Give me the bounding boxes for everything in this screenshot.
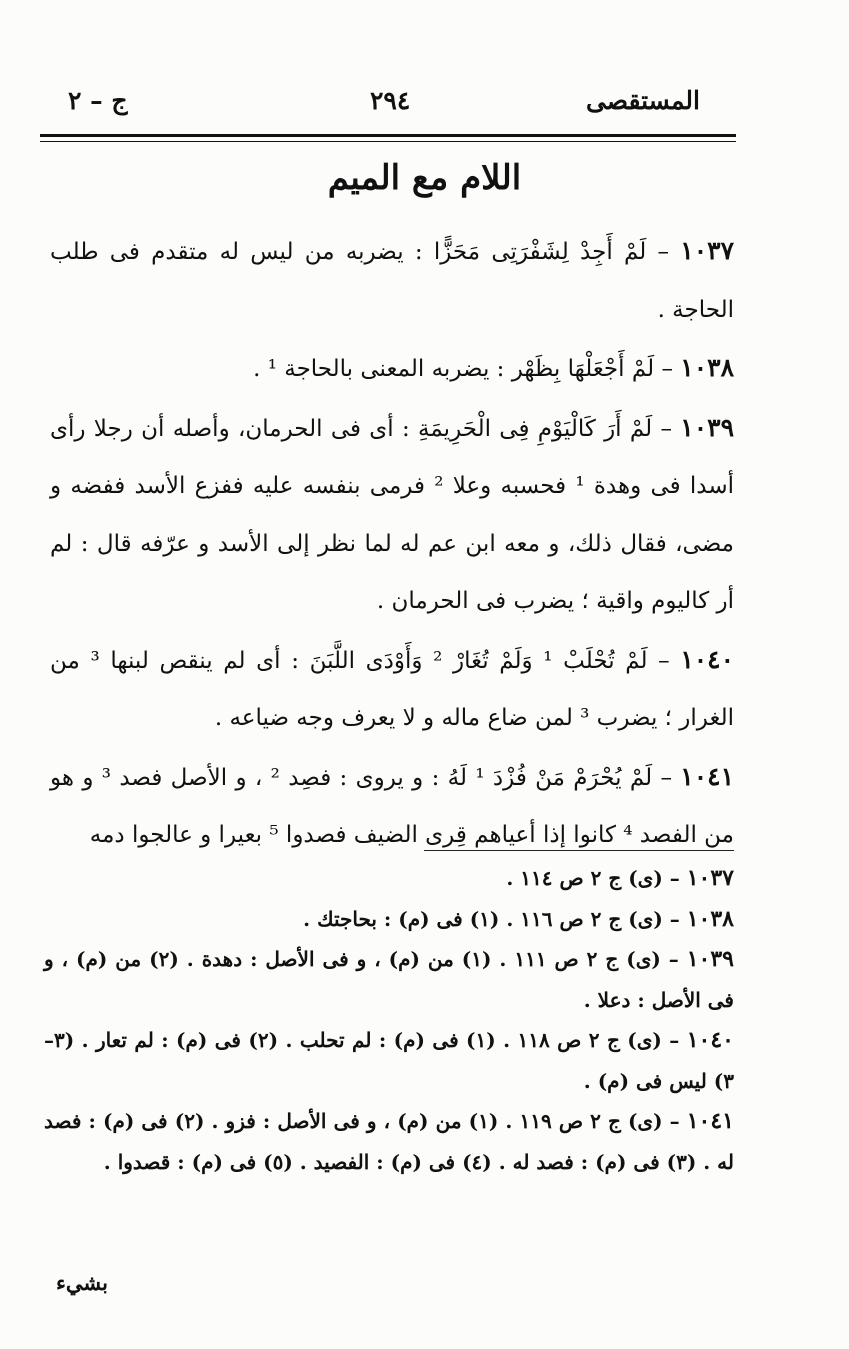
footnote-1039: [44, 939, 734, 1020]
footnote-number: ١٠٣٩: [686, 946, 734, 972]
footnote-divider: [424, 850, 734, 851]
entry-text: – لَمْ أَجْعَلْهَا بِظَهْر : يضربه المعنى بالحاجة ¹ .: [253, 356, 673, 382]
entry-1041: [50, 748, 734, 865]
entry-1040: [50, 631, 734, 748]
header-rule-thick: [40, 134, 736, 137]
entry-number: ١٠٤٠: [680, 644, 735, 674]
footnote-1038: [44, 899, 734, 940]
catchword: بشيء: [56, 1270, 108, 1295]
entry-1038: [50, 339, 734, 399]
page-number: ٢٩٤: [370, 86, 411, 115]
footnotes: [44, 858, 734, 1182]
footnote-number: ١٠٤٠: [686, 1027, 734, 1053]
entry-1037: [50, 222, 734, 339]
entry-text: – لَمْ أَرَ كَالْيَوْمِ فِى الْحَرِيمَةِ : أى فى الحرمان، وأصله أن رجلا رأى أسدا فى وهدة ¹ فحسبه وعلا ² فرمى بنفسه عليه ففزع الأسد ففضه و مضى، فقال ذلك، و معه ابن عم له لما نظر إلى الأسد و عرّفه قال : لم أر كاليوم واقية ؛ يضرب فى الحرمان .: [50, 415, 734, 614]
section-title: اللام مع الميم: [327, 158, 522, 198]
footnote-number: ١٠٣٨: [686, 905, 734, 932]
footnote-text: – (ى) ج ٢ ص ١١٨ . (١) فى (م) : لم تحلب . (٢) فى (م) : لم تعار . (٣–٣) ليس فى (م) .: [44, 1028, 734, 1093]
footnote-text: – (ى) ج ٢ ص ١١٩ . (١) من (م) ، و فى الأصل : فزو . (٢) فى (م) : فصد له . (٣) فى (م) : فصد له . (٤) فى (م) : الفصيد . (٥) فى (م) : قصدوا .: [44, 1109, 734, 1174]
entry-number: ١٠٣٨: [680, 353, 734, 382]
footnote-number: ١٠٤١: [686, 1108, 734, 1134]
entry-number: ١٠٣٩: [680, 412, 734, 442]
footnote-text: – (ى) ج ٢ ص ١١٦ . (١) فى (م) : بحاجتك .: [303, 906, 680, 931]
volume-label: ج – ٢: [68, 86, 128, 115]
header-rule-thin: [40, 141, 736, 142]
entry-text: – لَمْ أَجِدْ لِشَفْرَتِى مَحَزًّا : يضربه من ليس له متقدم فى طلب الحاجة .: [50, 239, 734, 323]
footnote-number: ١٠٣٧: [686, 865, 734, 891]
footnote-1041: [44, 1101, 734, 1182]
entry-1039: [50, 399, 734, 631]
entry-number: ١٠٤١: [680, 761, 735, 791]
main-text: [50, 222, 734, 865]
book-title: المستقصى: [585, 86, 700, 115]
entry-number: ١٠٣٧: [680, 236, 735, 265]
footnote-text: – (ى) ج ٢ ص ١١٤ .: [506, 866, 680, 890]
entry-text: – لَمْ تُحْلَبْ ¹ وَلَمْ تُغَارْ ² وَأَوْدَى اللَّبَنَ : أى لم ينقص لبنها ³ من الغرار ؛ يضرب ³ لمن ضاع ماله و لا يعرف وجه ضياعه .: [50, 647, 734, 731]
running-header: [52, 86, 736, 126]
entry-text: – لَمْ يُحْرَمْ مَنْ فُزْدَ ¹ لَهُ : و يروى : فصِد ² ، و الأصل فصد ³ و هو من الفصد ⁴ كانوا إذا أعياهم قِرى الضيف فصدوا ⁵ بعيرا و عالجوا دمه: [50, 764, 734, 848]
footnote-text: – (ى) ج ٢ ص ١١١ . (١) من (م) ، و فى الأصل : دهدة . (٢) من (م) ، و فى الأصل : دعلا .: [44, 947, 734, 1012]
footnote-1040: [44, 1020, 734, 1101]
footnote-1037: [44, 858, 734, 899]
